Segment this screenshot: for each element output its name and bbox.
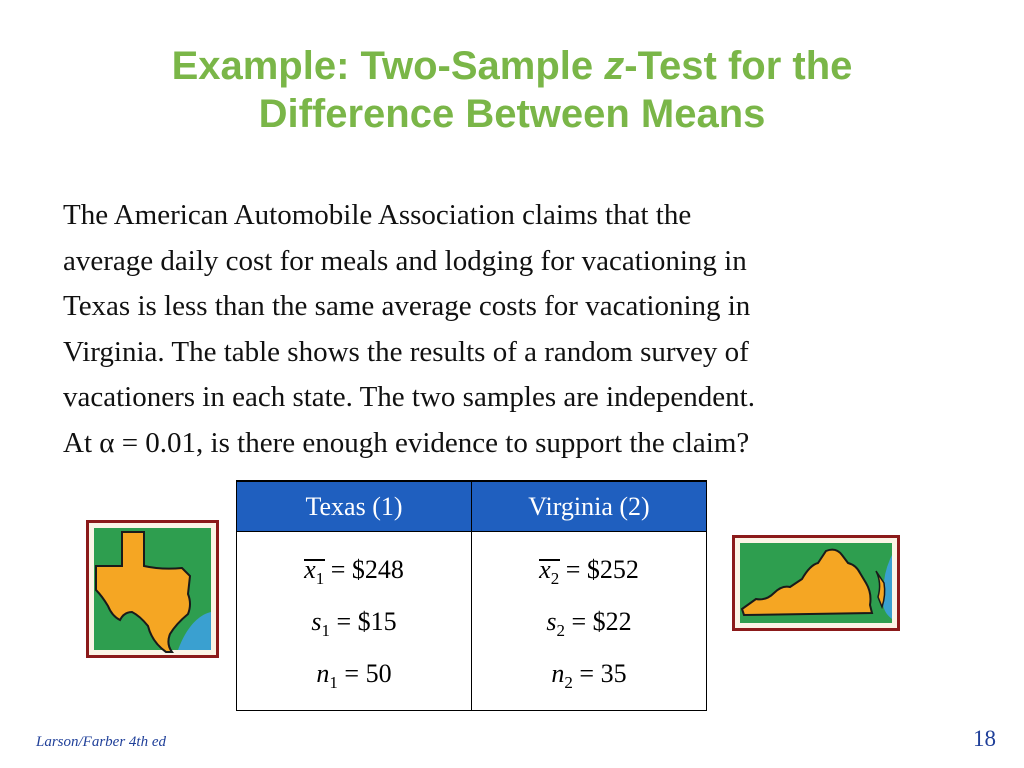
virginia-sample-size: $n_2 = 35$: [551, 659, 627, 692]
virginia-sample-mean: $x_2$ = $252: [539, 555, 639, 588]
column-header-virginia: Virginia (2): [472, 481, 707, 532]
texas-sample-size: $n_1 = 50$: [316, 659, 392, 692]
title-line-2: Difference Between Means: [258, 92, 766, 136]
page-number: 18: [973, 726, 996, 751]
texas-sample-mean: $x_1$ = $248: [304, 555, 404, 588]
footer-citation: Larson/Farber 4th ed: [36, 734, 167, 750]
body-line: vacationers in each state. The two samples are independent.: [63, 381, 755, 413]
problem-statement: [63, 193, 963, 466]
texas-sample-sd: $s_1$ = $15: [311, 607, 397, 640]
slide-title: [0, 42, 1024, 138]
body-line: average daily cost for meals and lodging for vacationing in: [63, 244, 747, 277]
body-line: Virginia. The table shows the results of a random survey of: [63, 335, 749, 368]
texas-map-icon: [86, 520, 219, 658]
virginia-sample-sd: $s_2$ = $22: [546, 607, 632, 640]
body-line: Texas is less than the same average costs for vacationing in: [63, 290, 751, 322]
texas-stats-cell: [237, 532, 472, 711]
body-line: At α = 0.01, is there enough evidence to support the claim?: [63, 426, 750, 459]
sample-statistics-table: [236, 480, 707, 711]
table-row: [237, 532, 707, 711]
table-header-row: [237, 481, 707, 532]
title-line-1: Example: Two-Sample z-Test for the: [171, 44, 853, 88]
virginia-stats-cell: [472, 532, 707, 711]
virginia-map-icon: [732, 535, 900, 631]
body-line: The American Automobile Association claims that the: [63, 199, 692, 231]
column-header-texas: Texas (1): [237, 481, 472, 532]
